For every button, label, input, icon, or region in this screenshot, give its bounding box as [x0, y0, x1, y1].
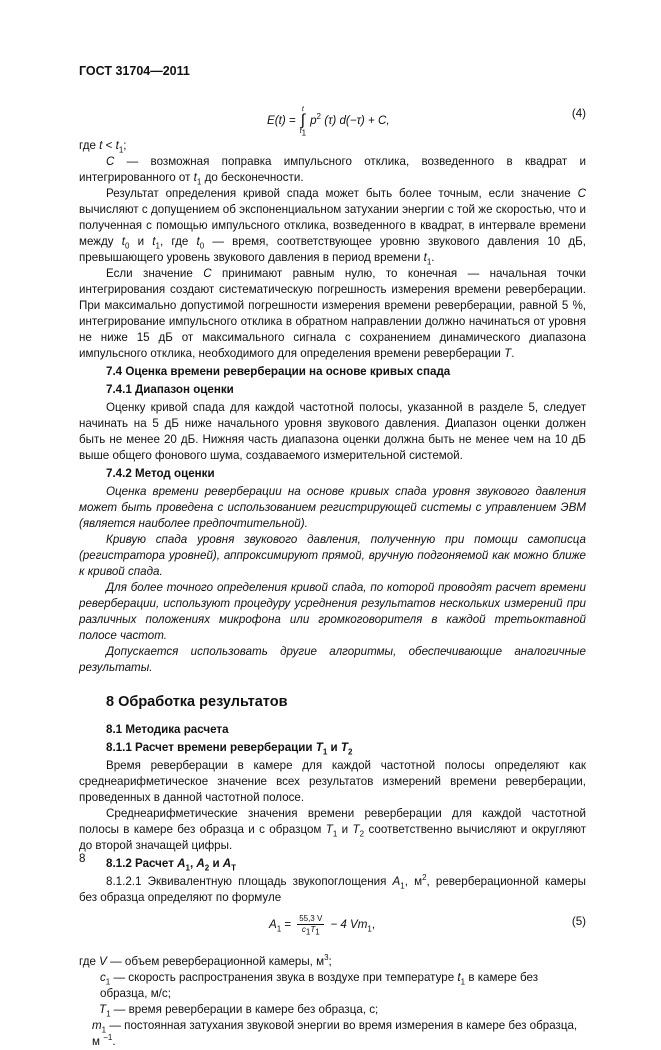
text-run: 1: [106, 1009, 111, 1019]
text-run: T: [340, 741, 348, 754]
text-run: , реверберационной камеры без образца определяют по формуле: [79, 875, 586, 904]
formula5-tail: ,: [371, 917, 376, 931]
text-run: t: [196, 235, 200, 248]
text-run: A: [392, 875, 401, 888]
formula-p: p: [310, 114, 317, 127]
text-run: ;: [123, 139, 127, 152]
text-run: 8 Обработка результатов: [106, 694, 288, 710]
definitions-section: [79, 954, 586, 1050]
formula5-eq: =: [281, 917, 292, 931]
text-run: T: [352, 823, 360, 836]
section-heading: [106, 382, 586, 398]
text-run: 2: [422, 873, 427, 883]
text-run: t: [115, 139, 119, 152]
paragraph: [79, 186, 586, 266]
text-run: Допускается использовать другие алгоритмы, обеспечивающие аналогичные результаты.: [79, 645, 586, 674]
text-run: где: [79, 139, 100, 152]
text-run: t: [193, 171, 197, 184]
formula5-lhs-sub: 1: [276, 923, 282, 933]
formula-4-number: (4): [571, 107, 586, 120]
text-run: — время реверберации в камере без образца, с;: [110, 1003, 379, 1016]
paragraph: [79, 266, 586, 362]
text-run: 7.4.1 Диапазон оценки: [106, 383, 234, 396]
text-run: Время реверберации в камере для каждой частотной полосы определяют как среднеарифметическое значение всех результатов измерений времени реверберации, проведенных в данной частотной полосе.: [79, 759, 586, 804]
formula5-rest-sub: 1: [367, 923, 372, 933]
text-run: t: [99, 139, 103, 152]
formula-5: [79, 906, 586, 954]
text-run: A: [222, 857, 232, 870]
den-t-sub: 1: [315, 927, 320, 937]
text-run: A: [196, 857, 205, 870]
text-run: 1: [400, 881, 405, 891]
paragraph: [79, 806, 586, 854]
section-heading: [106, 694, 586, 710]
text-run: Если значение: [106, 267, 204, 280]
text-run: Среднеарифметические значения времени реверберации для каждой частотной полосы в камере без образца и с образцом: [79, 807, 586, 836]
formula-4: [79, 94, 586, 138]
text-run: T: [325, 823, 333, 836]
text-run: Оценка времени реверберации на основе кривых спада уровня звукового давления может быть проведена с использованием регистрирующей системы с управлением ЭВМ (является наиболее предпочтительной).: [79, 485, 586, 530]
text-run: 1: [322, 747, 328, 757]
text-run: t: [423, 251, 427, 264]
text-run: m: [92, 1019, 102, 1032]
text-run: Для более точного определения кривой спада, по которой проводят расчет времени реверберации, используют процедуру усреднения результатов нескольких измерений при различных положениях микрофона или громкоговорителя в каждой третьоктавной полосе частот.: [79, 581, 586, 642]
text-run: 1: [101, 1025, 107, 1035]
paragraph: [79, 758, 586, 806]
text-run: 8.1 Методика расчета: [106, 723, 229, 736]
text-run: t: [457, 971, 461, 984]
text-run: и: [129, 235, 153, 248]
paragraph: [79, 580, 586, 644]
text-run: 7.4 Оценка времени реверберации на основе кривых спада: [106, 365, 451, 378]
section-heading: [106, 740, 586, 756]
text-run: ,: [189, 857, 197, 870]
text-run: 1: [185, 863, 190, 873]
text-run: .: [511, 347, 515, 360]
text-run: 0: [125, 241, 130, 251]
text-run: V: [99, 955, 107, 968]
formula5-numerator: 55,3 V: [299, 914, 323, 923]
definition-line: [79, 970, 586, 1002]
text-run: 8.1.2 Расчет: [106, 857, 178, 870]
text-run: T: [504, 347, 512, 360]
text-run: Оценку кривой спада для каждой частотной полосы, указанной в разделе 5, следует начинать на 5 дБ ниже начального уровня звукового давления. Диапазон оценки должен быть не менее 20 дБ. Нижняя часть диапазона оценки должна быть не менее чем на 10 дБ выше общего фонового шума, создаваемого измерительной системой.: [79, 401, 586, 462]
text-run: 1: [118, 145, 124, 155]
text-run: 1: [332, 829, 338, 839]
text-run: — возможная поправка импульсного отклика, возведенного в квадрат и интегрированного от: [79, 155, 586, 184]
text-run: Кривую спада уровня звукового давления, полученную при помощи самописца (регистратора уровней), аппроксимируют прямой, вручную подгоняемой как можно ближе к кривой спада.: [79, 533, 586, 578]
text-run: A: [177, 857, 186, 870]
formula-5-number: (5): [571, 915, 586, 928]
paragraph: [79, 484, 586, 532]
text-run: — объем реверберационной камеры, м: [106, 955, 325, 968]
text-run: 2: [359, 829, 365, 839]
text-run: 2: [347, 747, 353, 757]
page-number: 8: [79, 852, 86, 865]
text-run: 2: [204, 863, 210, 873]
text-run: — постоянная затухания звуковой энергии во время измерения в камере без образца, м: [92, 1019, 578, 1048]
paragraph: [79, 154, 586, 186]
den-c-sub: 1: [305, 927, 311, 937]
text-run: 3: [324, 953, 329, 963]
text-run: <: [102, 139, 116, 152]
text-run: 1: [460, 977, 466, 987]
formula-lhs: E(t) =: [267, 114, 296, 127]
text-run: 8.1.2.1 Эквивалентную площадь звукопоглощения: [106, 875, 393, 888]
paragraph: [79, 138, 586, 154]
text-run: 1: [196, 177, 202, 187]
text-run: и: [327, 741, 341, 754]
text-run: t: [152, 235, 156, 248]
formula-p-sup: 2: [316, 112, 321, 122]
text-run: , где: [159, 235, 197, 248]
formula-5-expression: [269, 914, 375, 935]
den-c: c: [301, 925, 306, 934]
section-heading: [106, 466, 586, 482]
text-run: и: [209, 857, 223, 870]
definition-line: [79, 1002, 586, 1018]
text-run: C: [577, 187, 586, 200]
formula5-denominator: [302, 925, 320, 935]
text-run: 1: [155, 241, 160, 251]
text-run: принимают равным нулю, то конечная — начальная точки интегрирования создают систематическую погрешность измерения времени реверберации. При максимально допустимой погрешности измерения времени реверберации, равной 5 %, интегрирование импульсного отклика в обратном направлении должно начинаться от уровня не ниже 15 дБ от максимального сигнала с сохранением динамического диапазона импульсного отклика, необходимого для определения времени реверберации: [79, 267, 586, 360]
text-run: C: [203, 267, 212, 280]
text-run: соответственно вычисляют и округляют до второй значащей цифры.: [79, 823, 587, 852]
lower-var: t: [299, 128, 302, 135]
text-run: T: [315, 741, 323, 754]
definition-line: [79, 1018, 586, 1050]
integral-upper-limit: t: [301, 106, 304, 113]
definition-line: [79, 954, 586, 970]
text-run: T: [99, 1003, 107, 1016]
formula5-fraction: [297, 914, 324, 935]
formula5-rest: − 4 Vm: [330, 917, 368, 931]
lower-sub: 1: [301, 128, 307, 138]
text-run: .: [112, 1035, 116, 1048]
text-run: 1: [105, 977, 111, 987]
text-run: c: [100, 971, 106, 984]
text-run: t: [121, 235, 126, 248]
den-t: T: [310, 925, 316, 934]
text-run: , м: [404, 875, 423, 888]
text-run: −1: [103, 1033, 113, 1043]
paragraph: [79, 874, 586, 906]
paragraph: [79, 400, 586, 464]
text-run: .: [431, 251, 435, 264]
text-run: где: [79, 955, 100, 968]
document-body: [79, 94, 586, 1050]
text-run: 1: [426, 257, 432, 267]
formula-rest: (τ) d(−τ) + C,: [320, 114, 390, 127]
section-heading: [106, 722, 586, 738]
integral-lower-limit: [300, 128, 306, 136]
text-run: и: [337, 823, 353, 836]
paragraph: [79, 532, 586, 580]
text-run: C: [106, 155, 115, 168]
formula5-lhs: A: [269, 917, 277, 931]
text-run: 0: [199, 241, 205, 251]
text-run: — скорость распространения звука в воздухе при температуре: [110, 971, 458, 984]
text-run: Результат определения кривой спада может быть более точным, если значение: [106, 187, 578, 200]
paragraph: [79, 644, 586, 676]
document-header: ГОСТ 31704—2011: [79, 64, 190, 78]
integral-sign: t ∫ $t_1$: [299, 106, 307, 138]
section-heading: [106, 364, 586, 380]
formula-4-expression: [267, 106, 390, 136]
section-heading: [106, 856, 586, 872]
text-run: ;: [328, 955, 332, 968]
text-run: — время, соответствующее уровню звукового давления 10 дБ, превышающего уровень звукового давления в период времени: [79, 235, 586, 264]
text-run: 8.1.1 Расчет времени реверберации: [106, 741, 316, 754]
text-run: вычисляют с допущением об экспоненциальном затухании энергии с той же скоростью, что и полученная с помощью импульсного отклика, возведенного в квадрат, в интервале времени между: [79, 203, 586, 248]
text-run: в камере без образца, м/с;: [100, 971, 539, 1000]
text-run: до бесконечности.: [201, 171, 304, 184]
text-run: 7.4.2 Метод оценки: [106, 467, 215, 480]
text-section-a: [79, 138, 586, 906]
text-run: T: [231, 863, 237, 873]
